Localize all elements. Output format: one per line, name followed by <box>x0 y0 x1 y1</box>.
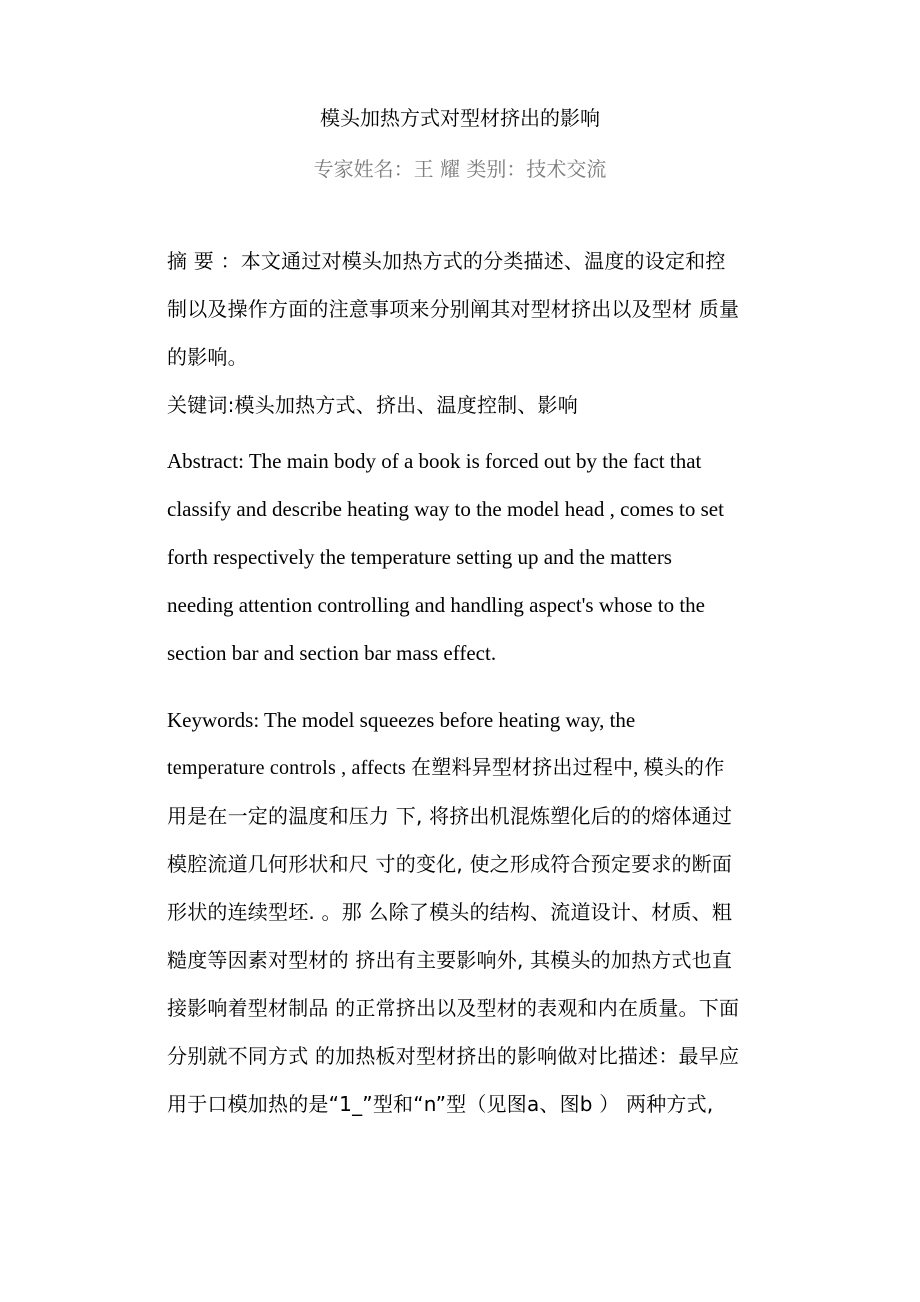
abstract-en-line: Abstract: The main body of a book is forced out by the fact that <box>167 449 702 473</box>
document-title: 模头加热方式对型材挤出的影响 <box>320 106 600 130</box>
body-line: 糙度等因素对型材的 挤出有主要影响外, 其模头的加热方式也直 <box>167 948 733 972</box>
abstract-en-line: needing attention controlling and handling aspect's whose to the <box>167 593 705 617</box>
body-line: temperature controls , affects 在塑料异型材挤出过程中, 模头的作 <box>167 757 725 779</box>
body-line: 用是在一定的温度和压力 下, 将挤出机混炼塑化后的的熔体通过 <box>167 804 733 828</box>
abstract-en-line: forth respectively the temperature setting up and the matters <box>167 545 672 569</box>
body-line: 接影响着型材制品 的正常挤出以及型材的表观和内在质量。下面 <box>167 996 740 1020</box>
body-line: 形状的连续型坯. 。那 么除了模头的结构、流道设计、材质、粗 <box>167 900 733 924</box>
body-line: 模腔流道几何形状和尺 寸的变化, 使之形成符合预定要求的断面 <box>167 852 733 876</box>
abstract-cn-line: 摘 要 ：本文通过对模头加热方式的分类描述、温度的设定和控 <box>167 249 726 273</box>
body-line: 分别就不同方式 的加热板对型材挤出的影响做对比描述：最早应 <box>167 1044 740 1068</box>
keywords-en: Keywords: The model squeezes before heating way, the <box>167 708 636 732</box>
abstract-en-line: section bar and section bar mass effect. <box>167 641 497 665</box>
abstract-en-line: classify and describe heating way to the model head , comes to set <box>167 497 724 521</box>
abstract-cn-line: 制以及操作方面的注意事项来分别阐其对型材挤出以及型材 质量 <box>167 297 740 321</box>
keywords-cn: 关键词:模头加热方式、挤出、温度控制、影响 <box>167 393 578 417</box>
author-line: 专家姓名：王 耀 类别：技术交流 <box>313 157 607 181</box>
body-line: 用于口模加热的是“1_”型和“n”型（见图a、图b ） 两种方式, <box>167 1092 714 1116</box>
abstract-cn-line: 的影响。 <box>167 345 248 369</box>
